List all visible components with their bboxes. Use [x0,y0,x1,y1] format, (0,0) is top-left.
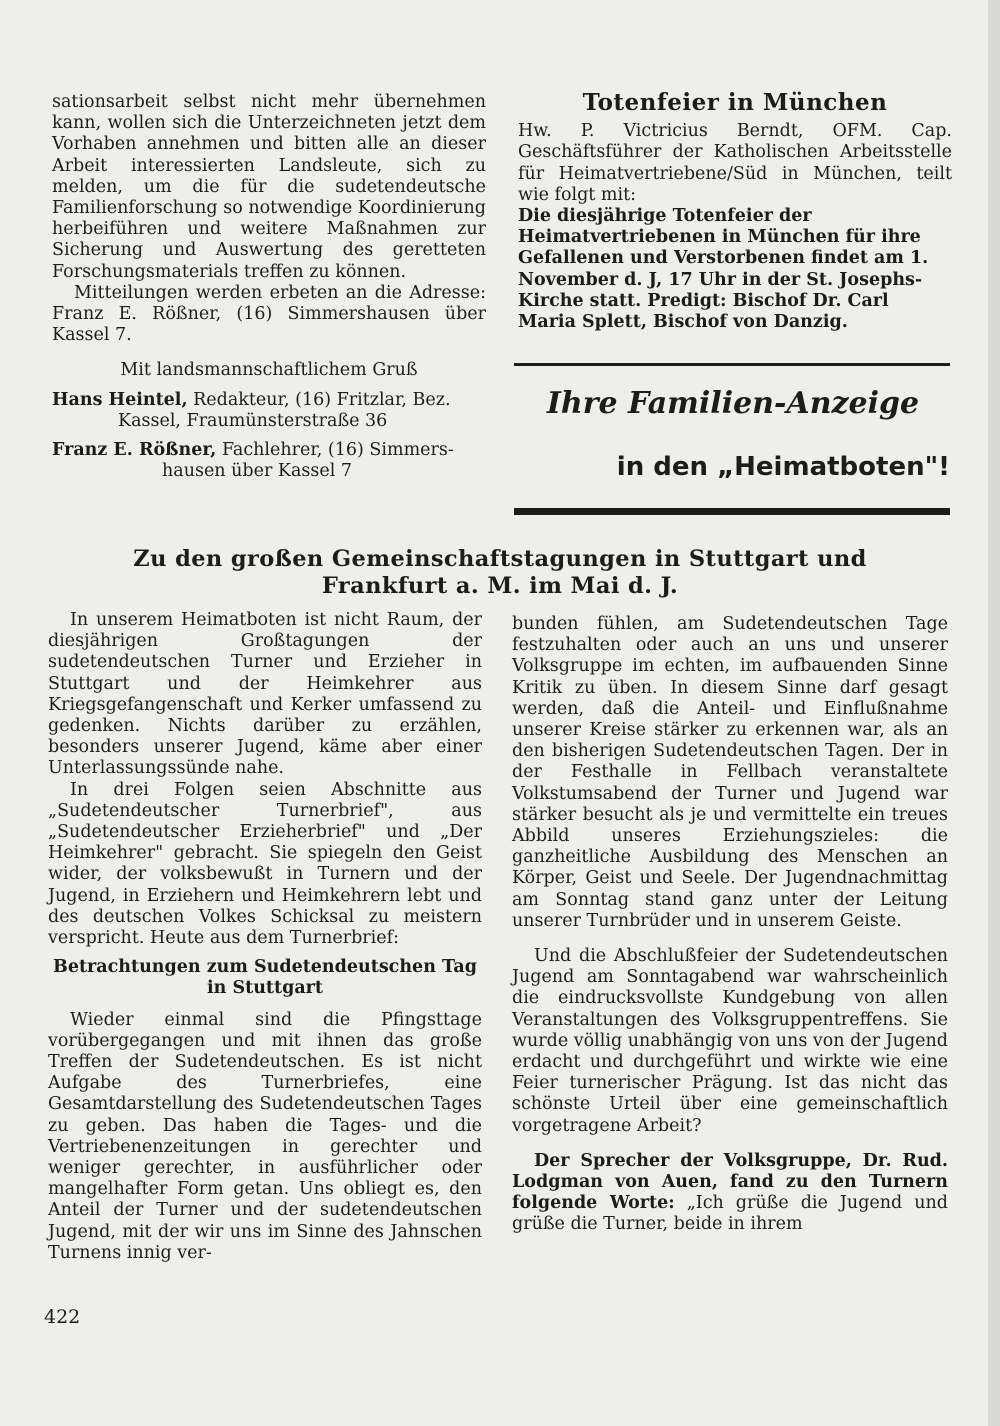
page-number: 422 [44,1306,81,1328]
signer-name: Hans Heintel, [52,389,188,410]
signer-address: hausen über Kassel 7 [162,461,353,482]
main-title-line: Frankfurt a. M. im Mai d. J. [321,573,679,599]
paragraph: bunden fühlen, am Sudetendeutschen Tage festzuhalten oder auch an uns und unserer Volksgruppe im echten, im aufbauenden Sinne Kritik zu üben. In diesem Sinne darf gesagt werden, daß die Anteil- und Einflußnahme unserer Kreise stärker zu erkennen war, als an den bisherigen Sudetendeutschen Tagen. Der in der Festhalle in Fellbach veranstaltete Volkstumsabend der Turner und Jugend war stärker besucht als je und vermittelte ein treues Abbild unseres Erziehungszieles: die ganzheitliche Ausbildung des Menschen an Körper, Geist und Seele. Der Jugendnachmittag am Sonntag stand ganz unter der Leitung unserer Turnbrüder und in unserem Geiste. [512,614,948,931]
signature-2 [52,440,486,482]
signer-address: Kassel, Fraumünsterstraße 36 [118,410,388,431]
announcement: Die diesjährige Totenfeier der Heimatvertriebenen in München für ihre Gefallenen und Verstorbenen findet am 1. November d. J, 17 Uhr in der St. Josephs-Kirche statt. Predigt: Bischof Dr. Carl Maria Splett, Bischof von Danzig. [518,206,929,333]
page-edge [988,0,1000,1426]
signer-details: Fachlehrer, (16) Simmers- [216,440,454,461]
signer-name: Franz E. Rößner, [52,440,217,461]
main-title [60,546,940,600]
paragraph: In drei Folgen seien Abschnitte aus „Sudetendeutscher Turnerbrief", aus „Sudetendeutscher Erzieherbrief" und „Der Heimkehrer" gebracht. Sie spiegeln den Geist wider, der volksbewußt in Turnern und der Jugend, in Erziehern und Heimkehrern lebt und des deutschen Volkes Schicksal zu meistern verspricht. Heute aus dem Turnerbrief: [48,779,482,949]
paragraph: sationsarbeit selbst nicht mehr übernehmen kann, wollen sich die Unterzeichneten jetzt dem Vorhaben annehmen und bitten alle an dieser Arbeit interessierten Landsleute, sich zu melden, um die für die sudetendeutsche Familienforschung so notwendige Koordinierung herbeiführen und weitere Maßnahmen zur Sicherung und Auswertung des geretteten Forschungsmaterials treffen zu können. [52,92,486,282]
paragraph [512,1151,948,1236]
paragraph: Und die Abschlußfeier der Sudetendeutschen Jugend am Sonntagabend war wahrscheinlich die eindrucksvollste Kundgebung von allen Veranstaltungen des Volksgruppentreffens. Sie wurde völlig unabhängig von uns von der Jugend erdacht und durchgeführt und wirkte wie eine Feier turnerischer Prägung. Ist das nicht das schönste Urteil über eine gemeinschaftlich vorgetragene Arbeit? [512,946,948,1136]
left-bottom-column [48,610,482,1264]
divider-rule [514,363,950,366]
signer-details: Redakteur, (16) Fritzlar, Bez. [187,389,451,410]
section-subheading: Betrachtungen zum Sudetendeutschen Tag in Stuttgart [53,957,477,999]
paragraph: Mitteilungen werden erbeten an die Adresse: Franz E. Rößner, (16) Simmershausen über Kassel 7. [52,282,486,346]
signature-1 [52,390,486,432]
greeting: Mit landsmannschaftlichem Gruß [120,360,418,381]
right-top-column [518,89,952,333]
ad-subline: in den „Heimatboten"! [616,452,950,482]
paragraph: Hw. P. Victricius Berndt, OFM. Cap. Geschäftsführer der Katholischen Arbeitsstelle für Heimatvertriebene/Süd in München, teilt wie folgt mit: [518,121,952,205]
right-bottom-column [512,614,948,1236]
paragraph: In unserem Heimatboten ist nicht Raum, der diesjährigen Großtagungen der sudetendeutschen Turner und Erzieher in Stuttgart und der Heimkehrer aus Kriegsgefangenschaft und Kerker umfassend zu gedenken. Nichts darüber zu erzählen, besonders unserer Jugend, käme aber einer Unterlassungssünde nahe. [48,610,482,779]
article-title: Totenfeier in München [582,89,888,116]
main-title-line: Zu den großen Gemeinschaftstagungen in Stuttgart und [133,546,867,572]
left-top-column [52,92,486,482]
ad-headline: Ihre Familien-Anzeige [546,386,920,421]
speaker-intro: Der Sprecher der Volksgruppe, Dr. Rud. Lodgman von Auen, fand zu den Turnern folgende Worte: [512,1150,948,1214]
quote-start: „Ich grüße die Jugend und grüße die Turner, beide in ihrem [512,1193,949,1235]
divider-rule [514,508,950,515]
paragraph: Wieder einmal sind die Pfingsttage vorübergegangen und mit ihnen das große Treffen der Sudetendeutschen. Es ist nicht Aufgabe des Turnerbriefes, eine Gesamtdarstellung des Sudetendeutschen Tages zu geben. Das haben die Tages- und die Vertriebenenzeitungen in gerechter und weniger gerechter, in ausführlicher oder mangelhafter Form getan. Uns obliegt es, den Anteil der Turner und der sudetendeutschen Jugend, mit der wir uns im Sinne des Jahnschen Turnens innig ver- [48,1009,482,1263]
